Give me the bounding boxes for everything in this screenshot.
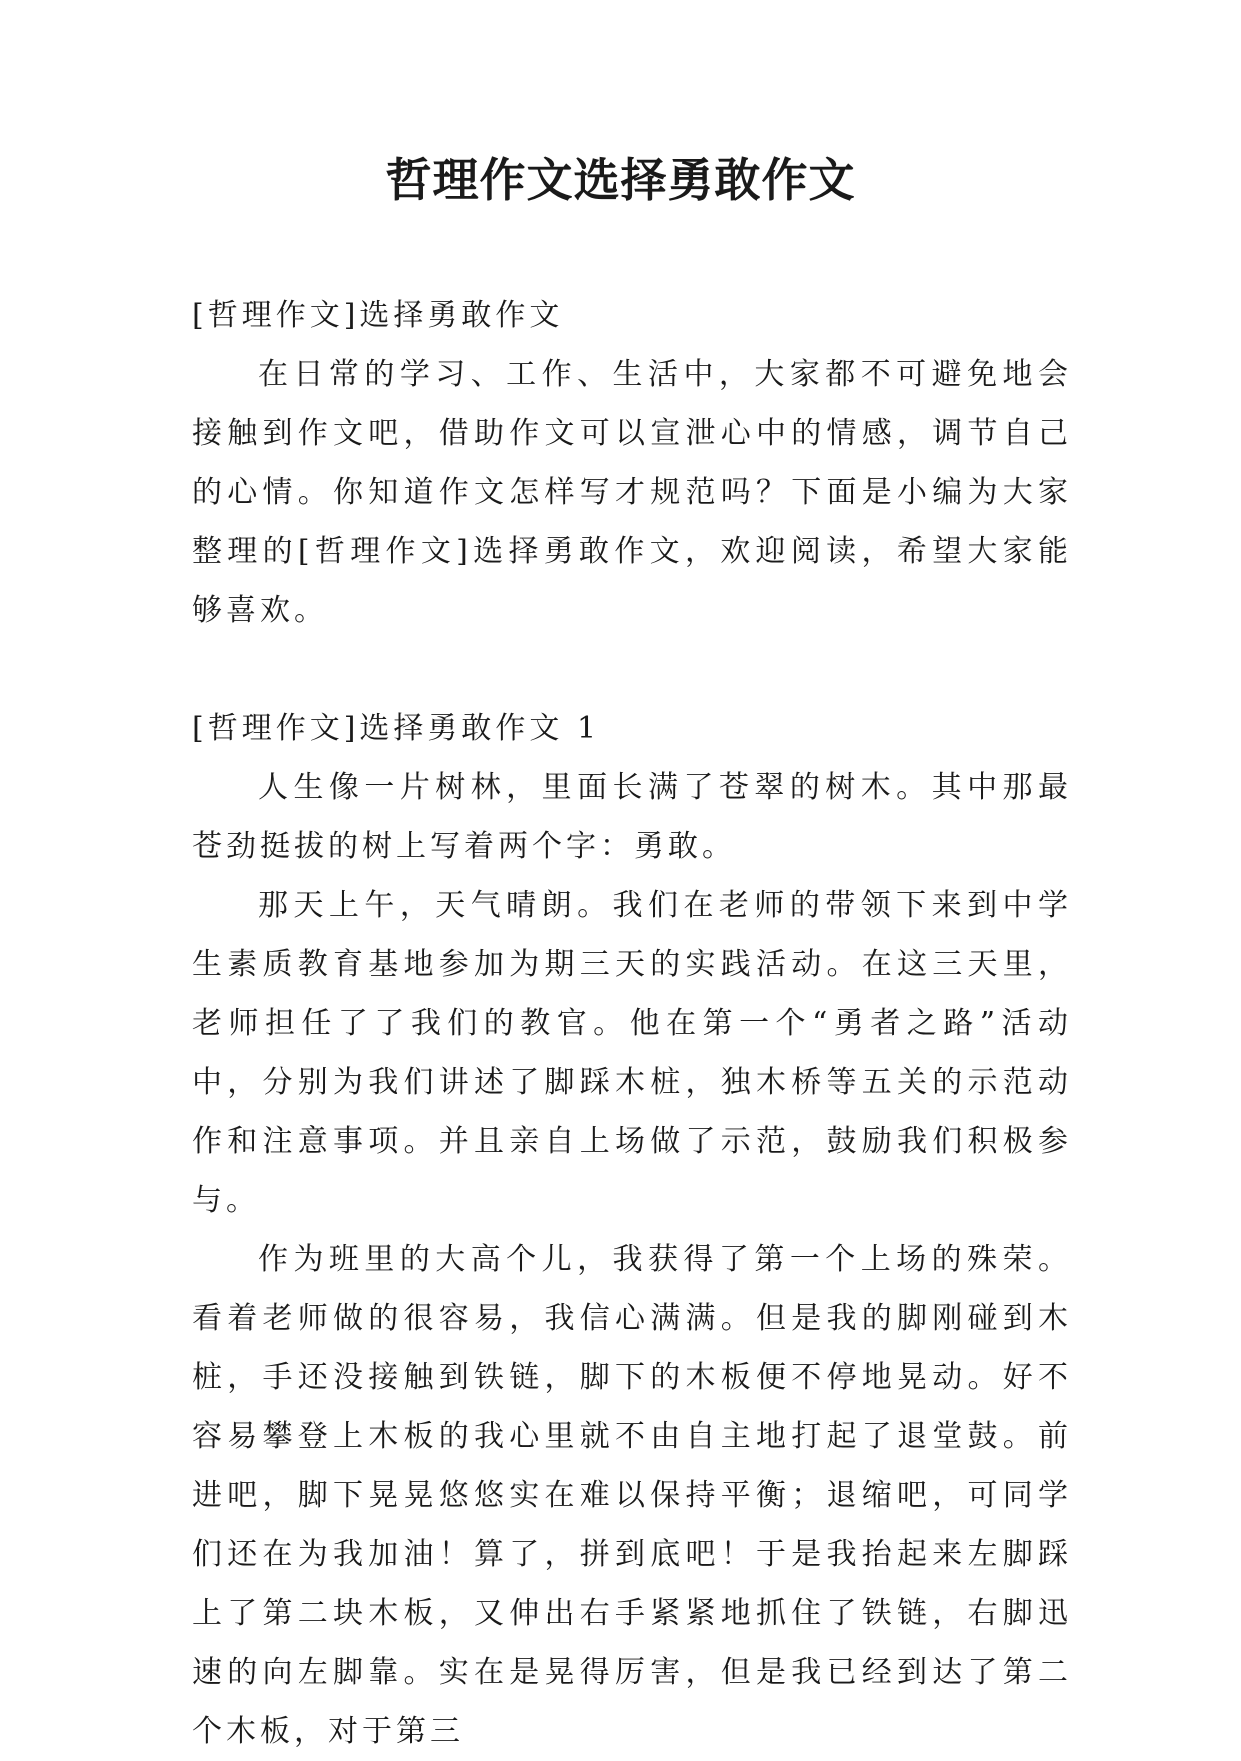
document-body	[192, 286, 1072, 1761]
body-paragraph: 作为班里的大高个儿，我获得了第一个上场的殊荣。看着老师做的很容易，我信心满满。但是我的脚刚碰到木桩，手还没接触到铁链，脚下的木板便不停地晃动。好不容易攀登上木板的我心里就不由自主地打起了退堂鼓。前进吧，脚下晃晃悠悠实在难以保持平衡；退缩吧，可同学们还在为我加油！算了，拼到底吧！于是我抬起来左脚踩上了第二块木板，又伸出右手紧紧地抓住了铁链，右脚迅速的向左脚靠。实在是晃得厉害，但是我已经到达了第二个木板，对于第三	[192, 1242, 1072, 1749]
document-title: 哲理作文选择勇敢作文	[385, 153, 856, 207]
intro-paragraph: 在日常的学习、工作、生活中，大家都不可避免地会接触到作文吧，借助作文可以宣泄心中的情感，调节自己的心情。你知道作文怎样写才规范吗？下面是小编为大家整理的[哲理作文]选择勇敢作文，欢迎阅读，希望大家能够喜欢。	[192, 357, 1072, 628]
document-subtitle: [哲理作文]选择勇敢作文	[192, 298, 564, 333]
paragraph-spacer	[192, 640, 1072, 699]
body-paragraph: 那天上午，天气晴朗。我们在老师的带领下来到中学生素质教育基地参加为期三天的实践活动。在这三天里，老师担任了了我们的教官。他在第一个“勇者之路”活动中，分别为我们讲述了脚踩木桩，独木桥等五关的示范动作和注意事项。并且亲自上场做了示范，鼓励我们积极参与。	[192, 888, 1072, 1218]
section-heading: [哲理作文]选择勇敢作文 1	[192, 711, 601, 746]
body-paragraph: 人生像一片树林，里面长满了苍翠的树木。其中那最苍劲挺拔的树上写着两个字：勇敢。	[192, 770, 1072, 864]
